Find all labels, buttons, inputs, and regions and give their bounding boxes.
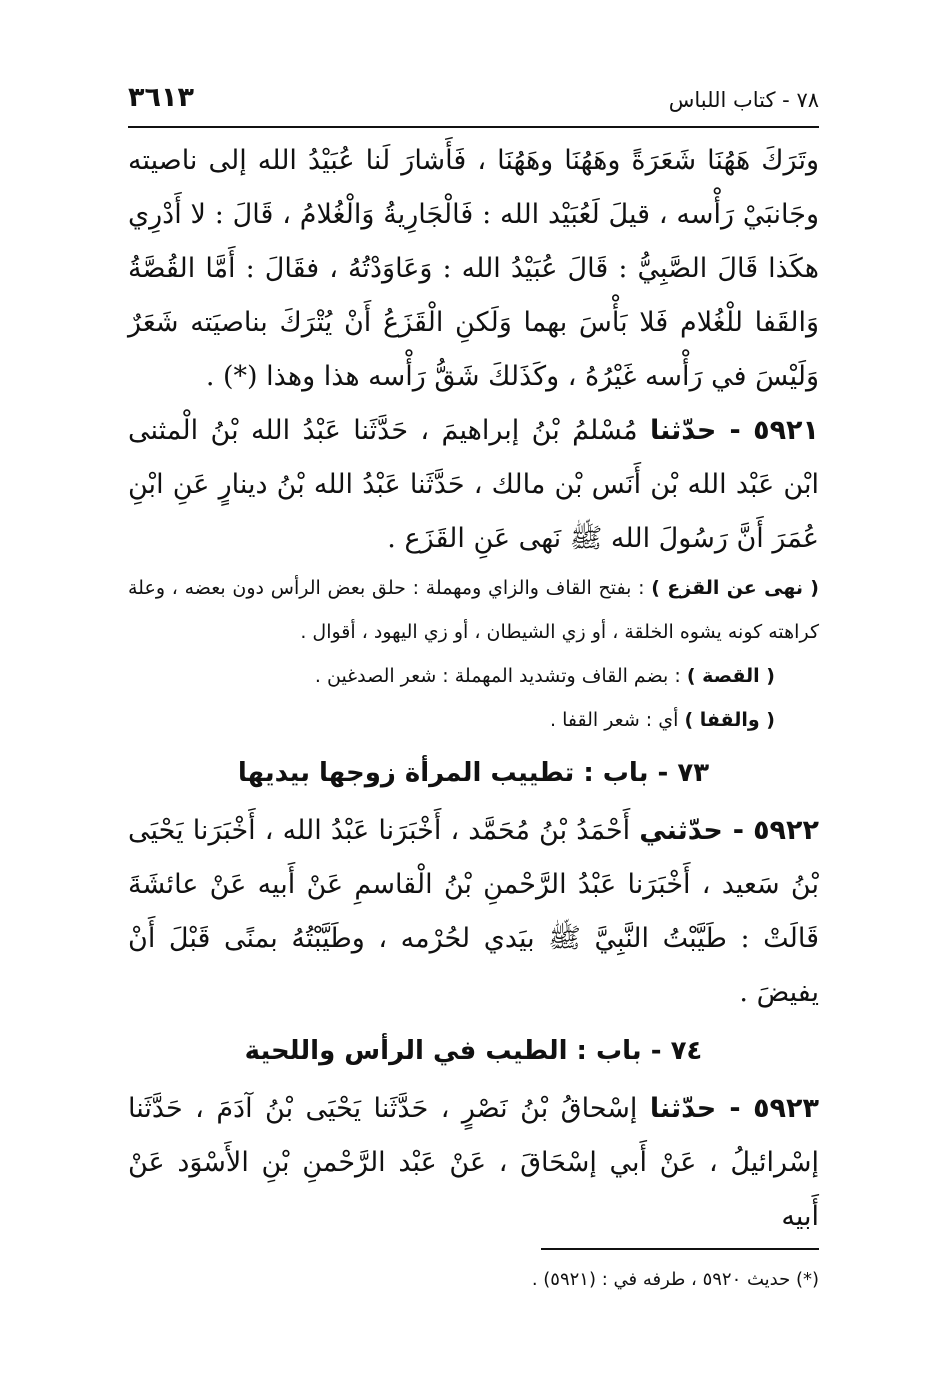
hadith-number: ٥٩٢٣ bbox=[753, 1093, 819, 1124]
note-term: ( والقفا ) bbox=[684, 709, 775, 731]
note-term: ( القصة ) bbox=[686, 665, 775, 687]
hadith-text: أَحْمَدُ بْنُ مُحَمَّد ، أَخْبَرَنا عَبْدُ الله ، أَخْبَرَنا يَحْيَى بْنُ سَعيد ، أَخْبَرَنا عَبْدُ الرَّحْمنِ بْنُ الْقاسمِ عَنْ أَبيه عَنْ عائشَةَ قَالَتْ : طَيَّبْتُ النَّبِيَّ ﷺ بيَدي لحُرْمه ، وطَيَّبْتُهُ بمنًى قَبْلَ أَنْ يفيضَ . bbox=[128, 815, 819, 1008]
header-rule bbox=[128, 126, 819, 128]
page-number: ٣٦١٣ bbox=[128, 82, 194, 113]
chapter-heading: ٧٨ - كتاب اللباس bbox=[668, 88, 819, 112]
running-header bbox=[128, 82, 819, 126]
hadith-5921: ٥٩٢١ - حدّثنا مُسْلمُ بْنُ إبراهيمَ ، حَدَّثَنا عَبْدُ الله بْنُ الْمثنى ابْن عَبْد الله بْن أَنَس بْن مالك ، حَدَّثَنا عَبْدُ الله بْنُ دينارٍ عَنِ ابْنِ عُمَرَ أَنَّ رَسُولَ الله ﷺ نَهى عَنِ القَزَع . bbox=[128, 415, 820, 554]
note-text: أي : شعر القفا . bbox=[550, 709, 679, 731]
main-text bbox=[128, 134, 819, 1244]
hadith-continuation: وتَرَكَ هَهُنَا شَعَرَةً وهَهُنَا وهَهُنَا ، فَأَشارَ لَنا عُبَيْدُ الله إلى ناصيته وجَانبَيْ رَأْسه ، قيلَ لَعُبَيْد الله : فَالْجَارِيةُ وَالْغُلامُ ، قَالَ : لا أَدْرِي هكَذا قَالَ الصَّبِيُّ : قَالَ عُبَيْدُ الله : وَعَاوَدْتُهُ ، فقَالَ : أَمَّا القُصَّةُ وَالقَفا للْغُلام فَلا بَأْسَ بهما وَلَكنِ الْقَزَعُ أَنْ يُتْرَكَ بناصيَته شَعَرٌ وَلَيْسَ في رَأْسه غَيْرُهُ ، وكَذَلكَ شَقُّ رَأْسه هذا وهذا (*) . bbox=[128, 145, 819, 392]
commentary-note bbox=[128, 654, 819, 698]
note-text: : بضم القاف وتشديد المهملة : شعر الصدغين . bbox=[314, 665, 681, 687]
hadith-lead: حدّثني bbox=[639, 815, 723, 846]
hadith-number: ٥٩٢١ bbox=[753, 415, 820, 446]
hadith-5922: ٥٩٢٢ - حدّثني أَحْمَدُ بْنُ مُحَمَّد ، أَخْبَرَنا عَبْدُ الله ، أَخْبَرَنا يَحْيَى بْنُ سَعيد ، أَخْبَرَنا عَبْدُ الرَّحْمنِ بْنُ الْقاسمِ عَنْ أَبيه عَنْ عائشَةَ قَالَتْ : طَيَّبْتُ النَّبِيَّ ﷺ بيَدي لحُرْمه ، وطَيَّبْتُهُ بمنًى قَبْلَ أَنْ يفيضَ . bbox=[128, 815, 819, 1008]
commentary-note bbox=[128, 566, 819, 654]
footnote: (*) حديث ٥٩٢٠ ، طرفه في : (٥٩٢١) . bbox=[531, 1269, 819, 1290]
chapter-title-74: ٧٤ - باب : الطيب في الرأس واللحية bbox=[244, 1036, 703, 1066]
hadith-text: مُسْلمُ بْنُ إبراهيمَ ، حَدَّثَنا عَبْدُ الله بْنُ الْمثنى ابْن عَبْد الله بْن أَنَس بْن مالك ، حَدَّثَنا عَبْدُ الله بْنُ دينارٍ عَنِ ابْنِ عُمَرَ أَنَّ رَسُولَ الله ﷺ نَهى عَنِ القَزَع . bbox=[128, 415, 819, 554]
commentary-note bbox=[128, 698, 819, 742]
hadith-text: إسْحاقُ بْنُ نَصْرٍ ، حَدَّثَنا يَحْيَى بْنُ آدَمَ ، حَدَّثَنا إسْرائيلُ ، عَنْ أَبي إسْحَاقَ ، عَنْ عَبْد الرَّحْمنِ بْنِ الأَسْوَد عَنْ أَبيه bbox=[128, 1093, 819, 1232]
hadith-number: ٥٩٢٢ bbox=[753, 815, 819, 846]
chapter-title-73: ٧٣ - باب : تطييب المرأة زوجها بيديها bbox=[237, 758, 710, 788]
note-text: : بفتح القاف والزاي ومهملة : حلق بعض الرأس دون بعضه ، وعلة كراهته كونه يشوه الخلقة ، أو زي الشيطان ، أو زي اليهود ، أقوال . bbox=[128, 577, 819, 643]
hadith-lead: حدّثنا bbox=[649, 1093, 717, 1124]
footnote-rule bbox=[541, 1248, 819, 1250]
hadith-lead: حدّثنا bbox=[649, 415, 717, 446]
note-term: ( نهى عن القزع ) bbox=[651, 577, 819, 599]
hadith-5923: ٥٩٢٣ - حدّثنا إسْحاقُ بْنُ نَصْرٍ ، حَدَّثَنا يَحْيَى بْنُ آدَمَ ، حَدَّثَنا إسْرائيلُ ، عَنْ أَبي إسْحَاقَ ، عَنْ عَبْد الرَّحْمنِ بْنِ الأَسْوَد عَنْ أَبيه bbox=[128, 1093, 819, 1232]
